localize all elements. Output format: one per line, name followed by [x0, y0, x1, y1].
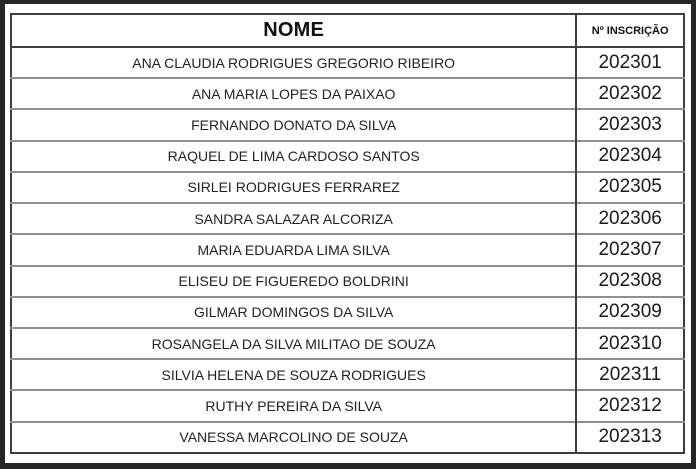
- candidate-name: SILVIA HELENA DE SOUZA RODRIGUES: [11, 359, 576, 390]
- candidate-name: GILMAR DOMINGOS DA SILVA: [11, 297, 576, 328]
- table-row: [11, 234, 684, 265]
- table-row: [11, 390, 684, 421]
- column-header-nome: NOME: [11, 14, 576, 47]
- table-row: [11, 203, 684, 234]
- inscription-number: 202301: [576, 47, 684, 78]
- table-row: [11, 172, 684, 203]
- table-row: [11, 109, 684, 140]
- table-row: [11, 422, 684, 453]
- inscription-number: 202307: [576, 234, 684, 265]
- inscription-table: [10, 13, 685, 454]
- table-body: [11, 47, 684, 453]
- candidate-name: ANA MARIA LOPES DA PAIXAO: [11, 78, 576, 109]
- inscription-number: 202306: [576, 203, 684, 234]
- candidate-name: VANESSA MARCOLINO DE SOUZA: [11, 422, 576, 453]
- table-row: [11, 141, 684, 172]
- table-row: [11, 328, 684, 359]
- candidate-name: RUTHY PEREIRA DA SILVA: [11, 390, 576, 421]
- candidate-name: SANDRA SALAZAR ALCORIZA: [11, 203, 576, 234]
- table-row: [11, 47, 684, 78]
- candidate-name: ELISEU DE FIGUEREDO BOLDRINI: [11, 266, 576, 297]
- table-row: [11, 78, 684, 109]
- table-header: [11, 14, 684, 47]
- table-row: [11, 266, 684, 297]
- inscription-number: 202313: [576, 422, 684, 453]
- inscription-number: 202309: [576, 297, 684, 328]
- inscription-number: 202305: [576, 172, 684, 203]
- inscription-number: 202312: [576, 390, 684, 421]
- table-row: [11, 297, 684, 328]
- candidate-name: SIRLEI RODRIGUES FERRAREZ: [11, 172, 576, 203]
- inscription-number: 202310: [576, 328, 684, 359]
- candidate-name: MARIA EDUARDA LIMA SILVA: [11, 234, 576, 265]
- column-header-inscricao: Nº INSCRIÇÃO: [576, 14, 684, 47]
- candidate-name: ANA CLAUDIA RODRIGUES GREGORIO RIBEIRO: [11, 47, 576, 78]
- candidate-name: FERNANDO DONATO DA SILVA: [11, 109, 576, 140]
- inscription-number: 202303: [576, 109, 684, 140]
- candidate-name: RAQUEL DE LIMA CARDOSO SANTOS: [11, 141, 576, 172]
- header-row: [11, 14, 684, 47]
- inscription-number: 202308: [576, 266, 684, 297]
- table-row: [11, 359, 684, 390]
- inscription-number: 202302: [576, 78, 684, 109]
- inscription-number: 202311: [576, 359, 684, 390]
- candidate-name: ROSANGELA DA SILVA MILITAO DE SOUZA: [11, 328, 576, 359]
- inscription-number: 202304: [576, 141, 684, 172]
